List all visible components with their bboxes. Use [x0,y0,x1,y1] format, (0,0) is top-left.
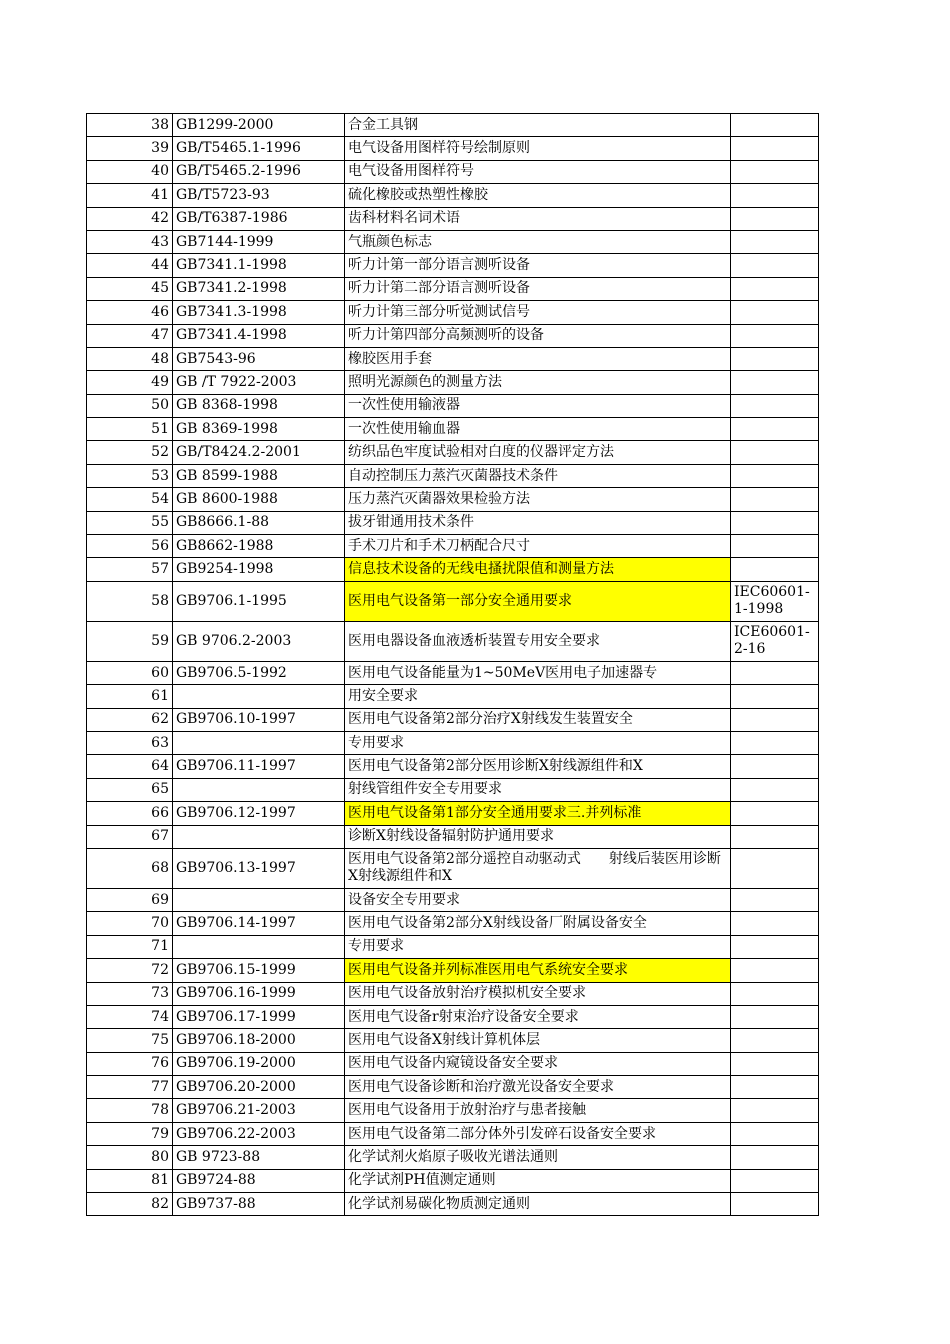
row-number-cell: 40 [87,160,173,183]
table-row [87,982,819,1005]
table-row [87,558,819,581]
note-cell [731,184,819,207]
standard-code-cell: GB 8368-1998 [173,394,345,417]
table-row [87,802,819,825]
note-cell [731,347,819,370]
standard-code-cell: GB8666.1-88 [173,511,345,534]
standard-name-cell: 医用电气设备第1部分安全通用要求三.并列标准 [345,802,731,825]
table-row [87,1029,819,1052]
standard-code-cell: GB7144-1999 [173,230,345,253]
standard-name-cell: 医用电气设备r射束治疗设备安全要求 [345,1005,731,1028]
row-number-cell: 48 [87,347,173,370]
standards-table [86,113,819,1216]
standard-code-cell: GB9706.1-1995 [173,581,345,621]
note-cell [731,685,819,708]
standard-name-cell: 医用电气设备内窥镜设备安全要求 [345,1052,731,1075]
table-row [87,848,819,888]
standard-name-cell: 医用电器设备血液透析装置专用安全要求 [345,621,731,661]
standard-code-cell: GB 9706.2-2003 [173,621,345,661]
standard-name-cell: 化学试剂火焰原子吸收光谱法通则 [345,1146,731,1169]
standard-name-cell: 医用电气设备放射治疗模拟机安全要求 [345,982,731,1005]
note-cell [731,778,819,801]
table-row [87,778,819,801]
row-number-cell: 51 [87,418,173,441]
standard-code-cell [173,685,345,708]
standard-name-cell: 医用电气设备用于放射治疗与患者接触 [345,1099,731,1122]
note-cell [731,418,819,441]
row-number-cell: 73 [87,982,173,1005]
note-cell [731,230,819,253]
row-number-cell: 81 [87,1169,173,1192]
standard-code-cell: GB/T8424.2-2001 [173,441,345,464]
table-row [87,1146,819,1169]
row-number-cell: 45 [87,277,173,300]
table-row [87,1122,819,1145]
standard-code-cell: GB1299-2000 [173,114,345,137]
note-cell [731,1052,819,1075]
note-cell [731,982,819,1005]
row-number-cell: 61 [87,685,173,708]
row-number-cell: 59 [87,621,173,661]
row-number-cell: 47 [87,324,173,347]
standard-code-cell: GB9706.18-2000 [173,1029,345,1052]
row-number-cell: 39 [87,137,173,160]
row-number-cell: 62 [87,708,173,731]
row-number-cell: 78 [87,1099,173,1122]
standard-name-cell: 用安全要求 [345,685,731,708]
standard-name-cell: 电气设备用图样符号 [345,160,731,183]
standard-name-cell: 听力计第一部分语言测听设备 [345,254,731,277]
row-number-cell: 53 [87,464,173,487]
standard-code-cell: GB9706.15-1999 [173,959,345,982]
standard-code-cell [173,888,345,911]
row-number-cell: 77 [87,1076,173,1099]
note-cell [731,755,819,778]
standard-code-cell: GB9706.21-2003 [173,1099,345,1122]
table-row [87,347,819,370]
standard-name-cell: 医用电气设备第2部分X射线设备厂附属设备安全 [345,912,731,935]
standard-name-cell: 医用电气设备第一部分安全通用要求 [345,581,731,621]
standard-code-cell: GB7341.1-1998 [173,254,345,277]
note-cell [731,912,819,935]
row-number-cell: 82 [87,1193,173,1216]
note-cell: IEC60601-1-1998 [731,581,819,621]
standard-name-cell: 医用电气设备X射线计算机体层 [345,1029,731,1052]
note-cell [731,114,819,137]
row-number-cell: 58 [87,581,173,621]
row-number-cell: 46 [87,301,173,324]
standard-code-cell [173,825,345,848]
note-cell [731,888,819,911]
standard-name-cell: 设备安全专用要求 [345,888,731,911]
note-cell [731,394,819,417]
row-number-cell: 60 [87,661,173,684]
standard-name-cell: 医用电气设备第2部分遥控自动驱动式 射线后装医用诊断X射线源组件和X [345,848,731,888]
standard-name-cell: 合金工具钢 [345,114,731,137]
table-row [87,488,819,511]
row-number-cell: 66 [87,802,173,825]
row-number-cell: 54 [87,488,173,511]
standard-code-cell: GB/T6387-1986 [173,207,345,230]
note-cell [731,802,819,825]
standard-name-cell: 手术刀片和手术刀柄配合尺寸 [345,535,731,558]
note-cell [731,464,819,487]
row-number-cell: 52 [87,441,173,464]
standard-code-cell: GB/T5465.2-1996 [173,160,345,183]
row-number-cell: 71 [87,935,173,958]
standard-name-cell: 橡胶医用手套 [345,347,731,370]
standard-code-cell: GB7543-96 [173,347,345,370]
standard-name-cell: 一次性使用输血器 [345,418,731,441]
row-number-cell: 56 [87,535,173,558]
row-number-cell: 80 [87,1146,173,1169]
note-cell [731,1169,819,1192]
standard-name-cell: 诊断X射线设备辐射防护通用要求 [345,825,731,848]
table-row [87,160,819,183]
standard-code-cell: GB9706.13-1997 [173,848,345,888]
note-cell [731,825,819,848]
standard-code-cell [173,778,345,801]
note-cell [731,935,819,958]
table-row [87,1076,819,1099]
table-row [87,254,819,277]
standard-name-cell: 照明光源颜色的测量方法 [345,371,731,394]
row-number-cell: 38 [87,114,173,137]
row-number-cell: 70 [87,912,173,935]
standard-code-cell: GB 9723-88 [173,1146,345,1169]
standard-name-cell: 电气设备用图样符号绘制原则 [345,137,731,160]
row-number-cell: 75 [87,1029,173,1052]
note-cell [731,488,819,511]
table-row [87,324,819,347]
row-number-cell: 76 [87,1052,173,1075]
table-row [87,731,819,754]
row-number-cell: 50 [87,394,173,417]
standard-name-cell: 拔牙钳通用技术条件 [345,511,731,534]
standard-code-cell [173,731,345,754]
standard-name-cell: 射线管组件安全专用要求 [345,778,731,801]
standard-code-cell [173,935,345,958]
standard-code-cell: GB9706.10-1997 [173,708,345,731]
note-cell [731,959,819,982]
standard-name-cell: 听力计第四部分高频测听的设备 [345,324,731,347]
table-row [87,685,819,708]
standard-code-cell: GB7341.4-1998 [173,324,345,347]
note-cell [731,254,819,277]
table-row [87,137,819,160]
standard-code-cell: GB9706.11-1997 [173,755,345,778]
row-number-cell: 79 [87,1122,173,1145]
table-row [87,708,819,731]
note-cell [731,511,819,534]
note-cell: ICE60601-2-16 [731,621,819,661]
standard-code-cell: GB9254-1998 [173,558,345,581]
note-cell [731,441,819,464]
standard-name-cell: 气瓶颜色标志 [345,230,731,253]
table-row [87,371,819,394]
table-row [87,511,819,534]
table-row [87,394,819,417]
table-row [87,912,819,935]
standard-code-cell: GB9706.14-1997 [173,912,345,935]
table-row [87,277,819,300]
note-cell [731,277,819,300]
row-number-cell: 69 [87,888,173,911]
table-row [87,959,819,982]
standard-code-cell: GB /T 7922-2003 [173,371,345,394]
note-cell [731,661,819,684]
row-number-cell: 57 [87,558,173,581]
standard-name-cell: 专用要求 [345,731,731,754]
note-cell [731,1076,819,1099]
table-row [87,935,819,958]
standard-code-cell: GB7341.3-1998 [173,301,345,324]
row-number-cell: 72 [87,959,173,982]
standard-code-cell: GB9724-88 [173,1169,345,1192]
table-row [87,581,819,621]
table-row [87,418,819,441]
standard-name-cell: 一次性使用输液器 [345,394,731,417]
note-cell [731,1122,819,1145]
row-number-cell: 64 [87,755,173,778]
row-number-cell: 44 [87,254,173,277]
standard-name-cell: 医用电气设备能量为1~50MeV医用电子加速器专 [345,661,731,684]
note-cell [731,558,819,581]
note-cell [731,708,819,731]
note-cell [731,848,819,888]
standard-code-cell: GB9706.17-1999 [173,1005,345,1028]
standard-name-cell: 医用电气设备并列标准医用电气系统安全要求 [345,959,731,982]
row-number-cell: 63 [87,731,173,754]
row-number-cell: 43 [87,230,173,253]
table-row [87,535,819,558]
standard-name-cell: 化学试剂PH值测定通则 [345,1169,731,1192]
standard-code-cell: GB7341.2-1998 [173,277,345,300]
table-row [87,230,819,253]
table-row [87,661,819,684]
table-row [87,1099,819,1122]
table-row [87,888,819,911]
standard-code-cell: GB 8599-1988 [173,464,345,487]
note-cell [731,1029,819,1052]
row-number-cell: 65 [87,778,173,801]
standard-code-cell: GB 8369-1998 [173,418,345,441]
row-number-cell: 68 [87,848,173,888]
note-cell [731,731,819,754]
row-number-cell: 67 [87,825,173,848]
table-row [87,1052,819,1075]
standard-name-cell: 医用电气设备第二部分体外引发碎石设备安全要求 [345,1122,731,1145]
note-cell [731,1099,819,1122]
note-cell [731,137,819,160]
standard-name-cell: 专用要求 [345,935,731,958]
note-cell [731,301,819,324]
table-row [87,755,819,778]
standard-name-cell: 自动控制压力蒸汽灭菌器技术条件 [345,464,731,487]
table-row [87,207,819,230]
standard-name-cell: 压力蒸汽灭菌器效果检验方法 [345,488,731,511]
note-cell [731,207,819,230]
table-row [87,1193,819,1216]
note-cell [731,371,819,394]
standard-name-cell: 硫化橡胶或热塑性橡胶 [345,184,731,207]
table-row [87,464,819,487]
standard-name-cell: 听力计第二部分语言测听设备 [345,277,731,300]
standard-name-cell: 齿科材料名词术语 [345,207,731,230]
standard-code-cell: GB 8600-1988 [173,488,345,511]
table-body [87,114,819,1216]
standard-name-cell: 医用电气设备诊断和治疗激光设备安全要求 [345,1076,731,1099]
note-cell [731,1193,819,1216]
standard-code-cell: GB9737-88 [173,1193,345,1216]
note-cell [731,1146,819,1169]
row-number-cell: 55 [87,511,173,534]
standard-code-cell: GB9706.22-2003 [173,1122,345,1145]
table-row [87,301,819,324]
standard-name-cell: 信息技术设备的无线电搔扰限值和测量方法 [345,558,731,581]
standard-code-cell: GB9706.12-1997 [173,802,345,825]
table-row [87,114,819,137]
standard-code-cell: GB9706.20-2000 [173,1076,345,1099]
note-cell [731,160,819,183]
row-number-cell: 41 [87,184,173,207]
standard-name-cell: 听力计第三部分听觉测试信号 [345,301,731,324]
standard-code-cell: GB9706.5-1992 [173,661,345,684]
standard-code-cell: GB9706.19-2000 [173,1052,345,1075]
standard-name-cell: 医用电气设备第2部分医用诊断X射线源组件和X [345,755,731,778]
table-row [87,1169,819,1192]
standard-code-cell: GB9706.16-1999 [173,982,345,1005]
standard-name-cell: 医用电气设备第2部分治疗X射线发生装置安全 [345,708,731,731]
table-row [87,621,819,661]
standard-code-cell: GB/T5465.1-1996 [173,137,345,160]
note-cell [731,1005,819,1028]
table-row [87,1005,819,1028]
table-row [87,825,819,848]
standard-code-cell: GB/T5723-93 [173,184,345,207]
standard-code-cell: GB8662-1988 [173,535,345,558]
row-number-cell: 74 [87,1005,173,1028]
table-row [87,184,819,207]
note-cell [731,535,819,558]
standard-name-cell: 化学试剂易碳化物质测定通则 [345,1193,731,1216]
standard-name-cell: 纺织品色牢度试验相对白度的仪器评定方法 [345,441,731,464]
table-row [87,441,819,464]
note-cell [731,324,819,347]
row-number-cell: 42 [87,207,173,230]
row-number-cell: 49 [87,371,173,394]
